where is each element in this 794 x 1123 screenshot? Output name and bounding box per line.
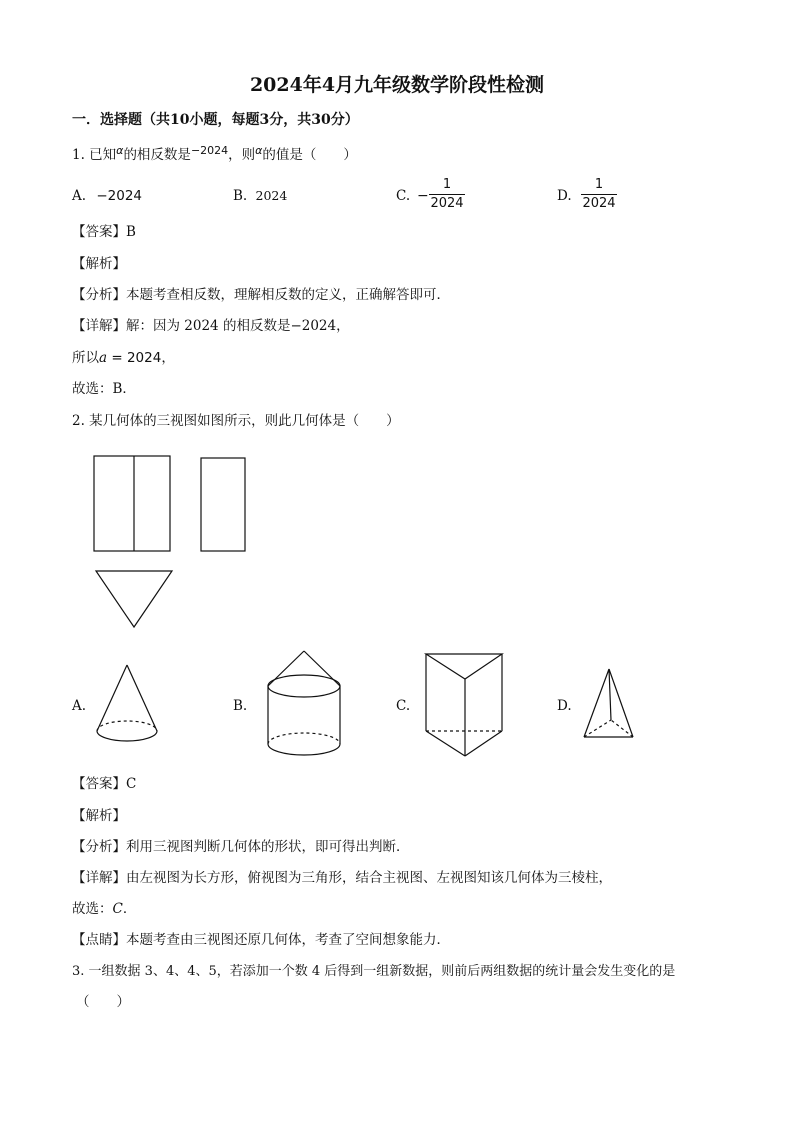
q2-answer (72, 774, 136, 794)
q1-stem-suffix: 的值是（ ） (262, 147, 357, 163)
q2-answer-value: C (126, 776, 137, 792)
option-a-cone-figure (97, 665, 157, 741)
q1-answer-value: B (126, 224, 136, 240)
q2-detail-text: 由左视图为长方形，俯视图为三角形，结合主视图、左视图知该几何体为三棱柱， (126, 870, 612, 886)
option-b-cylinder-cone-figure (268, 651, 340, 755)
q2-detail (72, 868, 612, 888)
q1-option-c-num: 1 (442, 177, 452, 192)
answer-tag: 【答案】 (72, 776, 126, 792)
q2-option-b-label: B. (233, 698, 248, 714)
q1-detail-text: 解：因为 2024 的相反数是−2024， (126, 318, 350, 334)
q1-option-b-value: 2024 (255, 188, 288, 203)
dianjing-tag: 【点睛】 (72, 932, 126, 948)
q1-option-a-value: −2024 (96, 188, 143, 204)
q2-stem: 2. 某几何体的三视图如图所示，则此几何体是（ ） (72, 413, 400, 429)
q2-dianjing (72, 930, 450, 950)
q1-line2-var: a (99, 350, 108, 366)
q2-choose-suffix: ． (122, 901, 137, 917)
q3-stem: 3. 一组数据 3、4、4、5，若添加一个数 4 后得到一组新数据，则前后两组数据的统计量会发生变化的是 (72, 964, 676, 979)
q2-choose (72, 899, 136, 919)
section-heading: 一．选择题（共10小题，每题3分，共30分） (72, 112, 359, 128)
q1-option-a-label: A. (72, 188, 87, 204)
q1-choose: 故选：B． (72, 381, 136, 397)
q1-stem-mid: 的相反数是 (123, 147, 191, 163)
q1-line2-rest: = 2024， (107, 350, 175, 366)
q1-stem-prefix: 1. 已知 (72, 147, 117, 163)
option-c-prism-figure (426, 654, 502, 756)
q1-option-b-label: B. (233, 188, 248, 204)
q1-analysis-tag: 【解析】 (72, 256, 126, 272)
page-title: 2024年4月九年级数学阶段性检测 (249, 74, 545, 96)
q3-stem-parens: （ ） (76, 994, 130, 1010)
q1-option-d-label: D. (557, 188, 572, 204)
detail-tag: 【详解】 (72, 870, 126, 886)
q2-fenxi (72, 837, 410, 857)
q2-analysis-tag: 【解析】 (72, 808, 126, 824)
top-view (96, 571, 172, 627)
q1-neg-value: −2024 (190, 144, 229, 157)
q1-option-d-num: 1 (594, 177, 604, 192)
fenxi-tag: 【分析】 (72, 287, 126, 303)
q2-option-a-label: A. (72, 698, 87, 714)
q1-option-c-den: 2024 (430, 196, 464, 211)
q1-fenxi-text: 本题考查相反数，理解相反数的定义，正确解答即可． (126, 287, 450, 303)
q1-var-2: α (255, 144, 263, 157)
side-view (201, 458, 245, 551)
q1-option-d-den: 2024 (582, 196, 616, 211)
q2-option-c-label: C. (396, 698, 411, 714)
q1-var: α (116, 144, 124, 157)
front-view (94, 456, 170, 551)
q1-option-c-label: C. (396, 188, 411, 204)
q1-line2-prefix: 所以 (72, 350, 99, 366)
q2-option-d-label: D. (557, 698, 572, 714)
fenxi-tag: 【分析】 (72, 839, 126, 855)
detail-tag: 【详解】 (72, 318, 126, 334)
q2-fenxi-text: 利用三视图判断几何体的形状，即可得出判断． (126, 839, 410, 855)
q2-choose-var: C (112, 901, 123, 917)
answer-tag: 【答案】 (72, 224, 126, 240)
option-d-pyramid-figure (584, 669, 633, 737)
q1-stem-mid2: ，则 (228, 147, 256, 163)
q2-choose-prefix: 故选： (72, 901, 113, 917)
q1-option-c-sign: − (417, 188, 429, 204)
q2-dianjing-text: 本题考查由三视图还原几何体，考查了空间想象能力． (126, 932, 450, 948)
